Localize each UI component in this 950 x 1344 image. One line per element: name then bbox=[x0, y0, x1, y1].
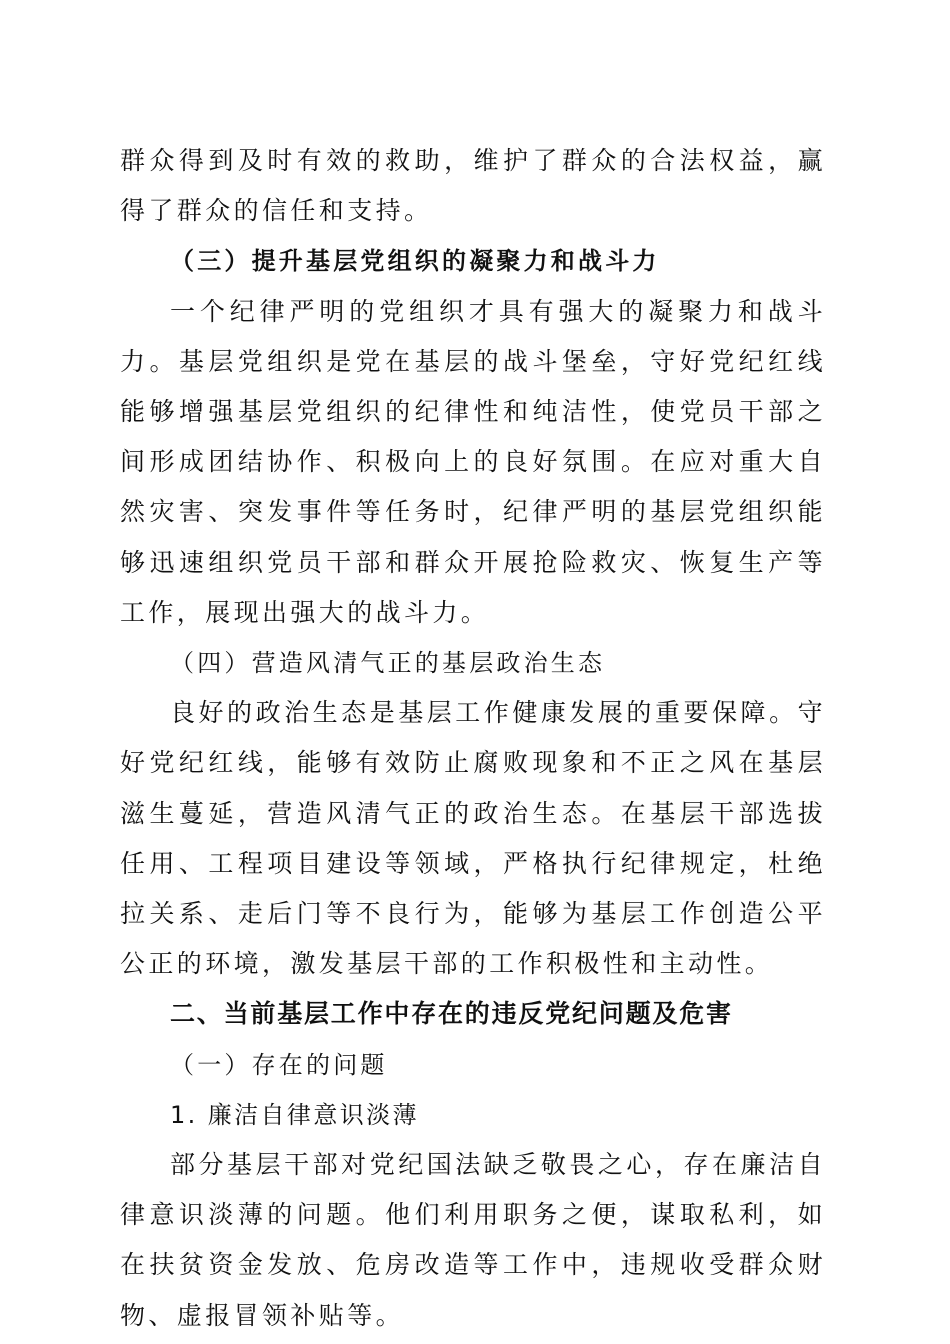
paragraph-political-ecology: 良好的政治生态是基层工作健康发展的重要保障。守好党纪红线，能够有效防止腐败现象和不正之风在基层滋生蔓延，营造风清气正的政治生态。在基层干部选拔任用、工程项目建设等领域，严格执行纪律规定，杜绝拉关系、走后门等不良行为，能够为基层工作创造公平公正的环境，激发基层干部的工作积极性和主动性。 bbox=[120, 698, 826, 979]
document-body bbox=[120, 136, 826, 1341]
subsection-heading-three: （三）提升基层党组织的凝聚力和战斗力 bbox=[170, 247, 660, 276]
item-heading-one: 1. 廉洁自律意识淡薄 bbox=[170, 1100, 419, 1129]
subsection-heading-problems: （一）存在的问题 bbox=[170, 1050, 388, 1079]
subsection-heading-four: （四）营造风清气正的基层政治生态 bbox=[170, 649, 606, 678]
paragraph-integrity: 部分基层干部对党纪国法缺乏敬畏之心，存在廉洁自律意识淡薄的问题。他们利用职务之便，谋取私利，如在扶贫资金发放、危房改造等工作中，违规收受群众财物、虚报冒领补贴等。 bbox=[120, 1150, 826, 1330]
section-heading-two: 二、当前基层工作中存在的违反党纪问题及危害 bbox=[170, 999, 733, 1029]
paragraph-continuation: 群众得到及时有效的救助，维护了群众的合法权益，赢得了群众的信任和支持。 bbox=[120, 146, 826, 226]
paragraph-cohesion: 一个纪律严明的党组织才具有强大的凝聚力和战斗力。基层党组织是党在基层的战斗堡垒，守好党纪红线能够增强基层党组织的纪律性和纯洁性，使党员干部之间形成团结协作、积极向上的良好氛围。在应对重大自然灾害、突发事件等任务时，纪律严明的基层党组织能够迅速组织党员干部和群众开展抢险救灾、恢复生产等工作，展现出强大的战斗力。 bbox=[120, 296, 826, 627]
